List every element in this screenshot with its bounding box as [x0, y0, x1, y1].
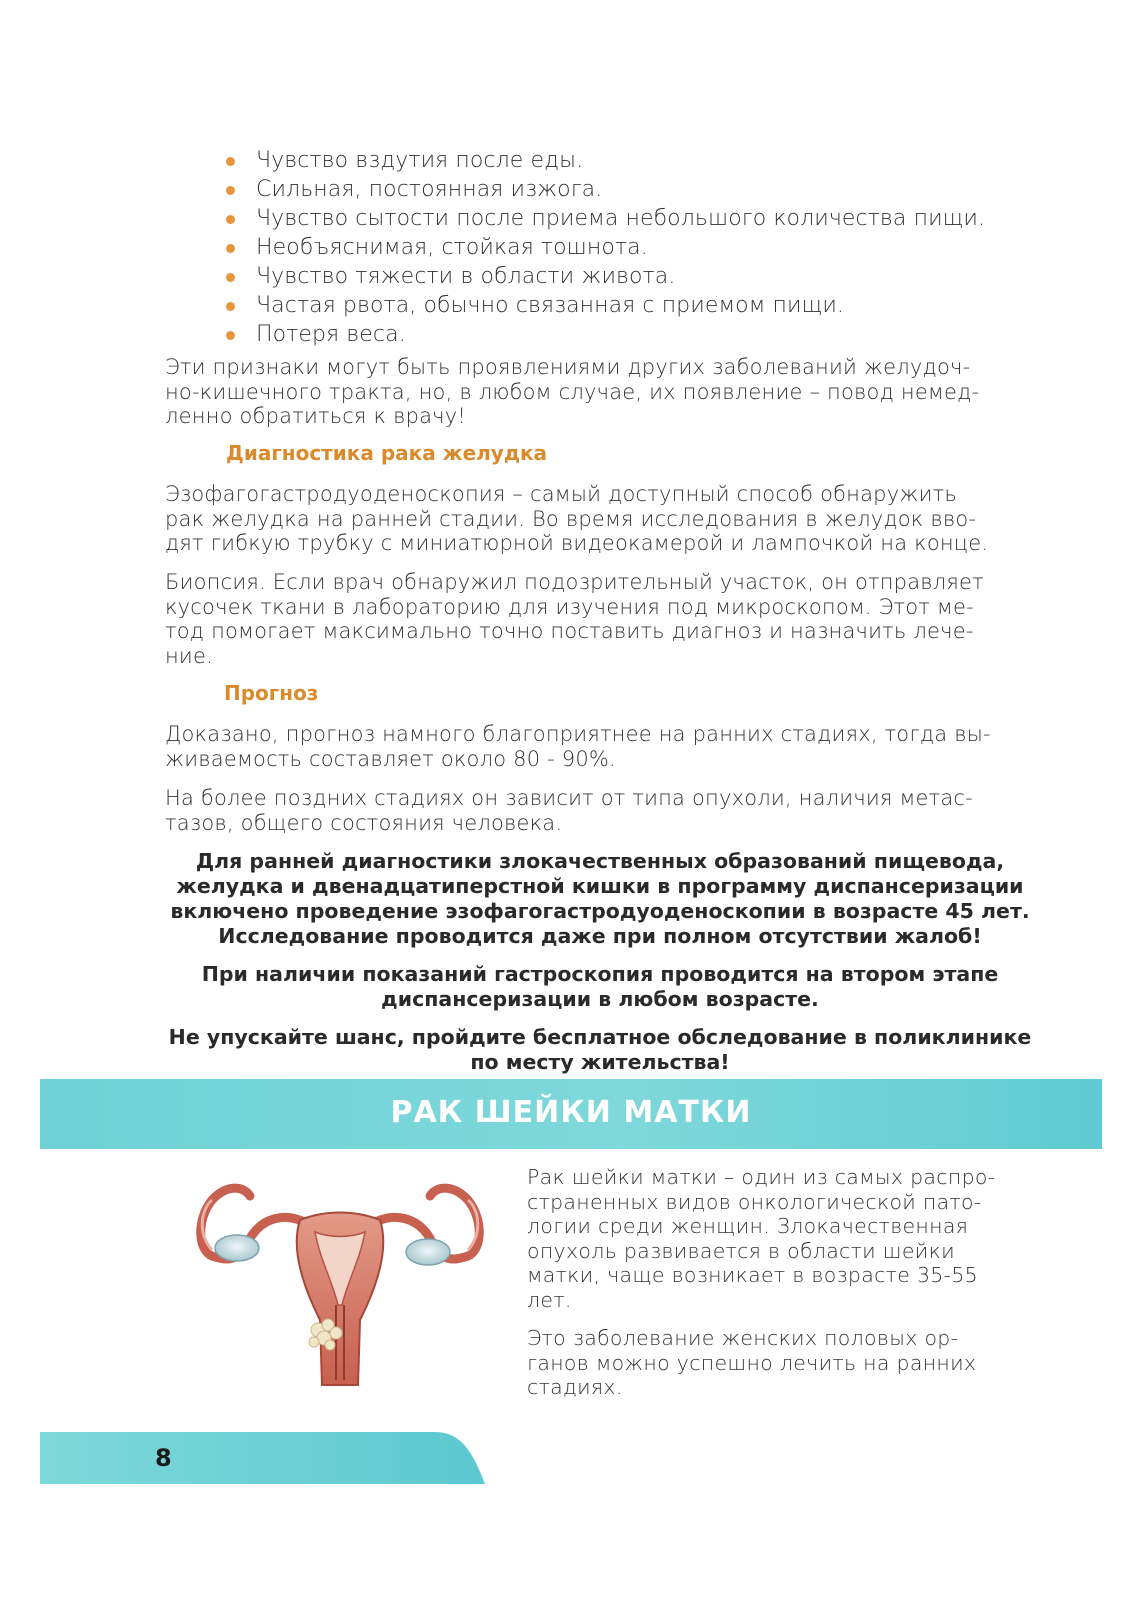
- prognosis-late-paragraph: На более поздних стадиях он зависит от типа опухоли, наличия метас- тазов, общего состояния человека.: [165, 786, 973, 835]
- warning-paragraph: Эти признаки могут быть проявлениями других заболеваний желудоч- но-кишечного тракта, но, в любом случае, их появление – повод немед- ленно обратиться к врачу!: [165, 355, 980, 428]
- diagnostics-paragraph: Эзофагогастродуоденоскопия – самый доступный способ обнаружить рак желудка на ранней стадии. Во время исследования в желудок вво- дят гибкую трубку с миниатюрной видеокамерой и лампочкой на конце.: [165, 482, 989, 555]
- bullet-icon: [226, 186, 235, 195]
- list-item: Потеря веса.: [222, 320, 1042, 349]
- list-item: Чувство тяжести в области живота.: [222, 262, 1042, 291]
- cervical-intro-paragraph: Рак шейки матки – один из самых распро- страненных видов онкологической пато- логии среди женщин. Злокачественная опухоль развивается в области шейки матки, чаще возникает в возрасте 35-55 лет.: [527, 1165, 996, 1312]
- bullet-icon: [226, 302, 235, 311]
- bullet-icon: [226, 273, 235, 282]
- page-number: 8: [155, 1444, 172, 1472]
- bullet-icon: [226, 331, 235, 340]
- prognosis-paragraph: Доказано, прогноз намного благоприятнее на ранних стадиях, тогда вы- живаемость составляет около 80 - 90%.: [165, 722, 991, 771]
- gastroscopy-notice: При наличии показаний гастроскопия проводится на втором этапе диспансеризации в любом возрасте.: [201, 962, 999, 1011]
- list-item: Частая рвота, обычно связанная с приемом пищи.: [222, 291, 1042, 320]
- biopsy-paragraph: Биопсия. Если врач обнаружил подозрительный участок, он отправляет кусочек ткани в лабораторию для изучения под микроскопом. Этот ме- тод помогает максимально точно поставить диагноз и назначить лече- ние.: [165, 570, 984, 668]
- page-number-tab: [40, 1432, 490, 1484]
- list-item: Необъяснимая, стойкая тошнота.: [222, 233, 1042, 262]
- bullet-icon: [226, 215, 235, 224]
- list-item: Чувство вздутия после еды.: [222, 146, 1042, 175]
- bullet-icon: [226, 157, 235, 166]
- call-to-action: Не упускайте шанс, пройдите бесплатное обследование в поликлинике по месту жительства!: [168, 1025, 1032, 1074]
- screening-notice: Для ранней диагностики злокачественных образований пищевода, желудка и двенадцатиперстной кишки в программу диспансеризации включено проведение эзофагогастродуоденоскопии в возрасте 45 лет. Исследование проводится даже при полном отсутствии жалоб!: [170, 849, 1030, 948]
- diagnostics-heading: Диагностика рака желудка: [226, 441, 548, 465]
- list-item: Чувство сытости после приема небольшого количества пищи.: [222, 204, 1042, 233]
- section-banner: [40, 1079, 1102, 1149]
- cervical-treatment-paragraph: Это заболевание женских половых ор- ганов можно успешно лечить на ранних стадиях.: [527, 1326, 977, 1399]
- list-item: Сильная, постоянная изжога.: [222, 175, 1042, 204]
- section-title: РАК ШЕЙКИ МАТКИ: [390, 1095, 752, 1130]
- bullet-icon: [226, 244, 235, 253]
- prognosis-heading: Прогноз: [224, 681, 319, 705]
- uterus-anatomy-illustration: [190, 1180, 490, 1400]
- symptom-list: [222, 146, 1042, 349]
